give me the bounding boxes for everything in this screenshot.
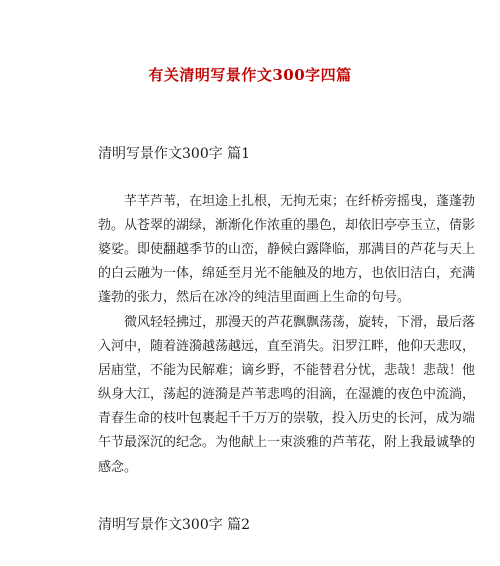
paragraph-line: 入河中，随着涟漪越荡越远，直至消失。汨罗江畔，他仰天悲叹， (98, 339, 476, 355)
paragraph-line: 青春生命的枝叶包裹起千千万万的崇敬，投入历史的长河，成为端 (98, 411, 476, 427)
paragraph-line: 勃。从苍翠的湖绿，渐渐化作浓重的墨色，却依旧亭亭玉立，倩影 (98, 218, 476, 234)
paragraph-line: 芊芊芦苇，在坦途上扎根，无拘无束；在纤桥旁摇曳，蓬蓬勃 (124, 194, 476, 209)
paragraph-line: 居庙堂，不能为民解难；谪乡野，不能替君分忧，悲哉！悲哉！他 (98, 363, 476, 379)
page-bottom-fade (0, 548, 500, 566)
paragraph-1 (98, 190, 476, 310)
paragraph-line: 午节最深沉的纪念。为他献上一束淡雅的芦苇花，附上我最诚挚的 (98, 435, 476, 451)
document-title: 有关清明写景作文300字四篇 (148, 66, 352, 84)
paragraph-2 (98, 311, 476, 480)
paragraph-line: 感念。 (98, 459, 138, 475)
paragraph-line: 微风轻轻拂过，那漫天的芦花飘飘荡荡，旋转，下滑，最后落 (124, 315, 476, 330)
paragraph-line: 蓬勃的张力，然后在冰冷的纯洁里面画上生命的句号。 (98, 290, 411, 306)
section-heading-1: 清明写景作文300字 篇1 (98, 146, 251, 162)
paragraph-line: 婆娑。即使翻越季节的山峦，静候白露降临，那满目的芦花与天上 (98, 242, 476, 258)
paragraph-line: 纵身大江，荡起的涟漪是芦苇悲鸣的泪滴，在湿漉的夜色中流淌， (98, 387, 476, 403)
paragraph-line: 的白云融为一体，绵延至月光不能触及的地方，也依旧洁白，充满 (98, 266, 476, 282)
section-heading-2: 清明写景作文300字 篇2 (98, 517, 251, 533)
